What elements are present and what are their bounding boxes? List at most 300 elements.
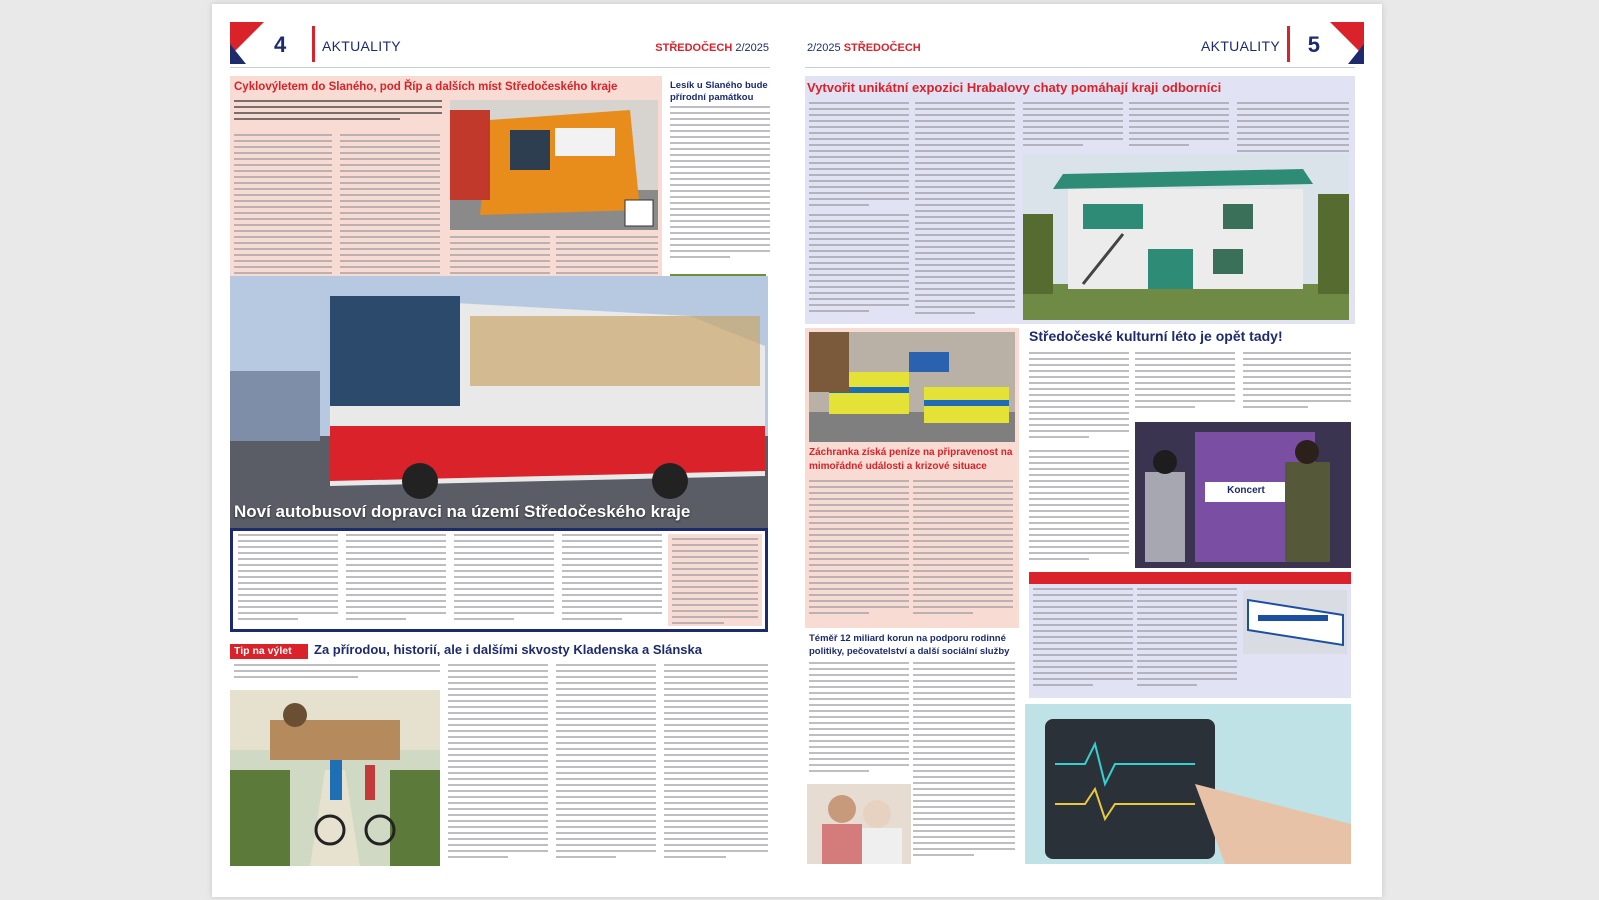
text-line [1029,364,1129,366]
text-line [450,272,550,274]
text-line [672,622,724,624]
text-line [562,546,662,548]
text-line [1029,468,1129,470]
text-line [562,600,662,602]
text-line [913,510,1013,512]
text-line [234,170,332,172]
text-line [448,838,548,840]
text-line [1237,150,1349,152]
text-line [448,784,548,786]
text-line [913,854,974,856]
text-line [562,552,662,554]
text-line [556,736,656,738]
text-line [809,168,909,170]
monitor-photo [1025,704,1351,864]
text-line [664,850,768,852]
page-number: 4 [274,32,287,57]
text-line [809,180,909,182]
text-line [454,570,554,572]
text-line [1029,522,1129,524]
text-line [1023,114,1123,116]
text-line [448,856,508,858]
left-page [212,4,797,897]
cycling-text-col2 [340,134,440,294]
text-line [340,140,440,142]
text-line [913,528,1013,530]
text-line [809,286,909,288]
text-line [1033,624,1133,626]
text-line [664,676,768,678]
text-line [1023,120,1123,122]
text-line [1237,108,1349,110]
text-line [913,606,1013,608]
text-line [913,486,1013,488]
text-line [234,272,332,274]
text-line [915,258,1015,260]
text-line [1243,358,1351,360]
text-line [809,710,909,712]
text-line [1029,534,1129,536]
text-line [1135,406,1195,408]
text-line [234,230,332,232]
text-line [915,252,1015,254]
text-line [664,712,768,714]
text-line [915,288,1015,290]
text-line [809,510,909,512]
ambulance-photo [809,332,1015,442]
text-line [913,480,1013,482]
text-line [672,574,758,576]
text-line [556,784,656,786]
text-line [1033,666,1133,668]
text-line [562,594,662,596]
text-line [1135,352,1235,354]
text-line [1137,684,1197,686]
text-line [1029,510,1129,512]
section-label: AKTUALITY [322,38,401,54]
text-line [556,682,656,684]
text-line [454,600,554,602]
text-line [915,306,1015,308]
text-line [809,546,909,548]
text-line [346,552,446,554]
text-line [1033,600,1133,602]
text-line [1243,406,1308,408]
text-line [234,158,332,160]
text-line [448,772,548,774]
text-line [672,586,758,588]
text-line [913,824,1015,826]
text-line [664,706,768,708]
text-line [340,218,440,220]
text-line [809,292,909,294]
text-line [1237,102,1349,104]
text-line [1029,400,1129,402]
text-line [1033,654,1133,656]
text-line [670,190,770,192]
text-line [809,528,909,530]
text-line [913,830,1015,832]
text-line [913,740,1015,742]
text-line [238,570,338,572]
text-line [556,820,656,822]
text-line [346,540,446,542]
text-line [809,740,909,742]
text-line [664,718,768,720]
page-number: 5 [1307,32,1320,57]
text-line [913,552,1013,554]
brand-label [807,42,921,54]
text-line [556,754,656,756]
lesik-headline: Lesík u Slaného bude přírodní památkou [670,80,768,103]
text-line [1137,630,1237,632]
text-line [556,260,658,262]
text-line [809,540,909,542]
text-line [670,148,770,150]
text-line [1137,648,1237,650]
text-line [913,686,1015,688]
text-line [1137,678,1237,680]
text-line [809,716,909,718]
text-line [340,236,440,238]
hrabal-lead [809,102,909,210]
sign-photo [1243,590,1347,654]
text-line [664,838,768,840]
text-line [913,692,1015,694]
text-line [672,562,758,564]
text-line [238,582,338,584]
text-line [1033,636,1133,638]
text-line [915,102,1015,104]
text-line [809,680,909,682]
text-line [448,718,548,720]
text-line [913,600,1013,602]
text-line [672,544,758,546]
text-line [556,850,656,852]
text-line [915,240,1015,242]
text-line [234,152,332,154]
text-line [238,576,338,578]
text-line [340,224,440,226]
text-line [1135,358,1235,360]
text-line [340,188,440,190]
brand-label [655,42,769,54]
tip-lead [234,664,440,686]
text-line [915,300,1015,302]
text-line [454,564,554,566]
text-line [454,594,554,596]
text-line [556,694,656,696]
text-line [664,814,768,816]
text-line [809,102,909,104]
text-line [809,504,909,506]
text-line [913,558,1013,560]
text-line [913,776,1015,778]
text-line [670,118,770,120]
text-line [913,818,1015,820]
text-line [915,228,1015,230]
text-line [1137,666,1237,668]
text-line [913,570,1013,572]
text-line [913,576,1013,578]
text-line [915,168,1015,170]
text-line [556,664,656,666]
text-line [809,570,909,572]
text-line [913,800,1015,802]
text-line [809,250,909,252]
text-line [915,120,1015,122]
text-line [913,492,1013,494]
text-line [1029,516,1129,518]
text-line [913,752,1015,754]
text-line [664,688,768,690]
text-line [238,534,338,536]
text-line [450,266,550,268]
header-rule [805,67,1355,68]
text-line [1029,436,1089,438]
text-line [809,114,909,116]
text-line [450,260,550,262]
corner-flag-icon [1330,22,1364,64]
text-line [809,594,909,596]
text-line [1033,588,1133,590]
text-line [915,282,1015,284]
text-line [664,682,768,684]
text-line [556,706,656,708]
text-line [340,254,440,256]
text-line [809,764,909,766]
text-line [450,248,550,250]
text-line [1033,618,1133,620]
text-line [448,754,548,756]
text-line [664,856,726,858]
text-line [448,748,548,750]
lesik-text [670,106,770,266]
text-line [1029,352,1129,354]
text-line [809,268,909,270]
text-line [809,304,909,306]
text-line [234,218,332,220]
social-headline: Téměř 12 miliard korun na podporu rodinné politiky, pečovatelství a další sociální služby [809,633,1010,657]
text-line [670,136,770,138]
text-line [450,242,550,244]
text-line [670,208,770,210]
text-line [346,546,446,548]
bus-text-col4 [562,534,662,626]
text-line [234,248,332,250]
text-line [670,202,770,204]
text-line [1129,126,1229,128]
brand-name: STŘEDOČECH [843,42,921,54]
text-line [234,676,358,678]
text-line [809,244,909,246]
text-line [1023,144,1083,146]
text-line [450,254,550,256]
text-line [556,266,658,268]
text-line [1029,480,1129,482]
text-line [1029,552,1129,554]
text-line [664,754,768,756]
text-line [913,728,1015,730]
text-line [1029,388,1129,390]
text-line [913,698,1015,700]
text-line [670,238,770,240]
text-line [448,778,548,780]
text-line [1029,462,1129,464]
text-line [346,594,446,596]
text-line [809,558,909,560]
text-line [450,236,550,238]
text-line [1029,370,1129,372]
text-line [670,106,770,108]
text-line [448,700,548,702]
text-line [234,260,332,262]
text-line [913,564,1013,566]
text-line [1137,588,1237,590]
text-line [448,766,548,768]
text-line [340,266,440,268]
text-line [556,778,656,780]
text-line [809,238,909,240]
text-line [915,276,1015,278]
text-line [913,716,1015,718]
social-text-col2 [913,662,1015,862]
text-line [913,674,1015,676]
text-line [809,728,909,730]
text-line [454,540,554,542]
text-line [809,770,869,772]
text-line [1023,138,1123,140]
text-line [448,790,548,792]
text-line [670,166,770,168]
text-line [913,546,1013,548]
text-line [809,226,909,228]
text-line [664,694,768,696]
text-line [809,582,909,584]
text-line [340,194,440,196]
culture-text-col3 [1243,352,1351,416]
text-line [556,802,656,804]
text-line [556,844,656,846]
cycling-headline: Cyklovýletem do Slaného, pod Říp a dalších míst Středočeského kraje [234,81,618,93]
text-line [913,848,1015,850]
issue-number: 2/2025 [807,42,841,54]
text-line [1135,382,1235,384]
text-line [556,766,656,768]
text-line [1243,370,1351,372]
text-line [448,826,548,828]
text-line [670,172,770,174]
text-line [664,748,768,750]
text-line [915,198,1015,200]
header-rule [230,67,770,68]
text-line [1135,364,1235,366]
text-line [1023,102,1123,104]
text-line [664,820,768,822]
text-line [1243,376,1351,378]
text-line [1033,606,1133,608]
train-photo [450,100,658,230]
issue-number: 2/2025 [735,42,769,54]
text-line [1237,126,1349,128]
text-line [556,272,658,274]
red-band-text-col1 [1033,588,1133,694]
text-line [664,700,768,702]
text-line [346,534,446,536]
text-line [234,140,332,142]
text-line [1029,528,1129,530]
bus-info-box [668,534,762,626]
text-line [809,722,909,724]
text-line [1137,642,1237,644]
text-line [1029,558,1089,560]
text-line [913,788,1015,790]
text-line [346,612,446,614]
red-band-headline-bar [1029,572,1351,584]
text-line [562,582,662,584]
text-line [670,244,770,246]
text-line [809,492,909,494]
bus-text-col2 [346,534,446,626]
text-line [809,232,909,234]
text-line [913,522,1013,524]
text-line [809,198,909,200]
text-line [1129,120,1229,122]
text-line [809,214,909,216]
text-line [1137,636,1237,638]
text-line [915,192,1015,194]
text-line [1029,486,1129,488]
text-line [340,272,440,274]
text-line [913,710,1015,712]
text-line [809,576,909,578]
text-line [664,766,768,768]
text-line [234,236,332,238]
header-divider [1287,26,1290,62]
text-line [448,682,548,684]
text-line [340,200,440,202]
text-line [670,220,770,222]
text-line [913,770,1015,772]
text-line [1023,132,1123,134]
red-band-text-col2 [1137,588,1237,694]
text-line [1243,394,1351,396]
text-line [556,730,656,732]
text-line [1137,624,1237,626]
culture-text-col1 [1029,450,1129,564]
text-line [809,280,909,282]
text-line [454,534,554,536]
text-line [915,180,1015,182]
text-line [913,594,1013,596]
culture-text-col2 [1135,352,1235,416]
text-line [340,146,440,148]
text-line [556,712,656,714]
text-line [672,580,758,582]
text-line [809,138,909,140]
text-line [238,588,338,590]
text-line [670,256,730,258]
text-line [238,618,298,620]
text-line [1237,132,1349,134]
text-line [346,582,446,584]
text-line [1243,388,1351,390]
text-line [672,610,758,612]
text-line [913,806,1015,808]
text-line [1135,400,1235,402]
text-line [448,796,548,798]
text-line [1033,612,1133,614]
